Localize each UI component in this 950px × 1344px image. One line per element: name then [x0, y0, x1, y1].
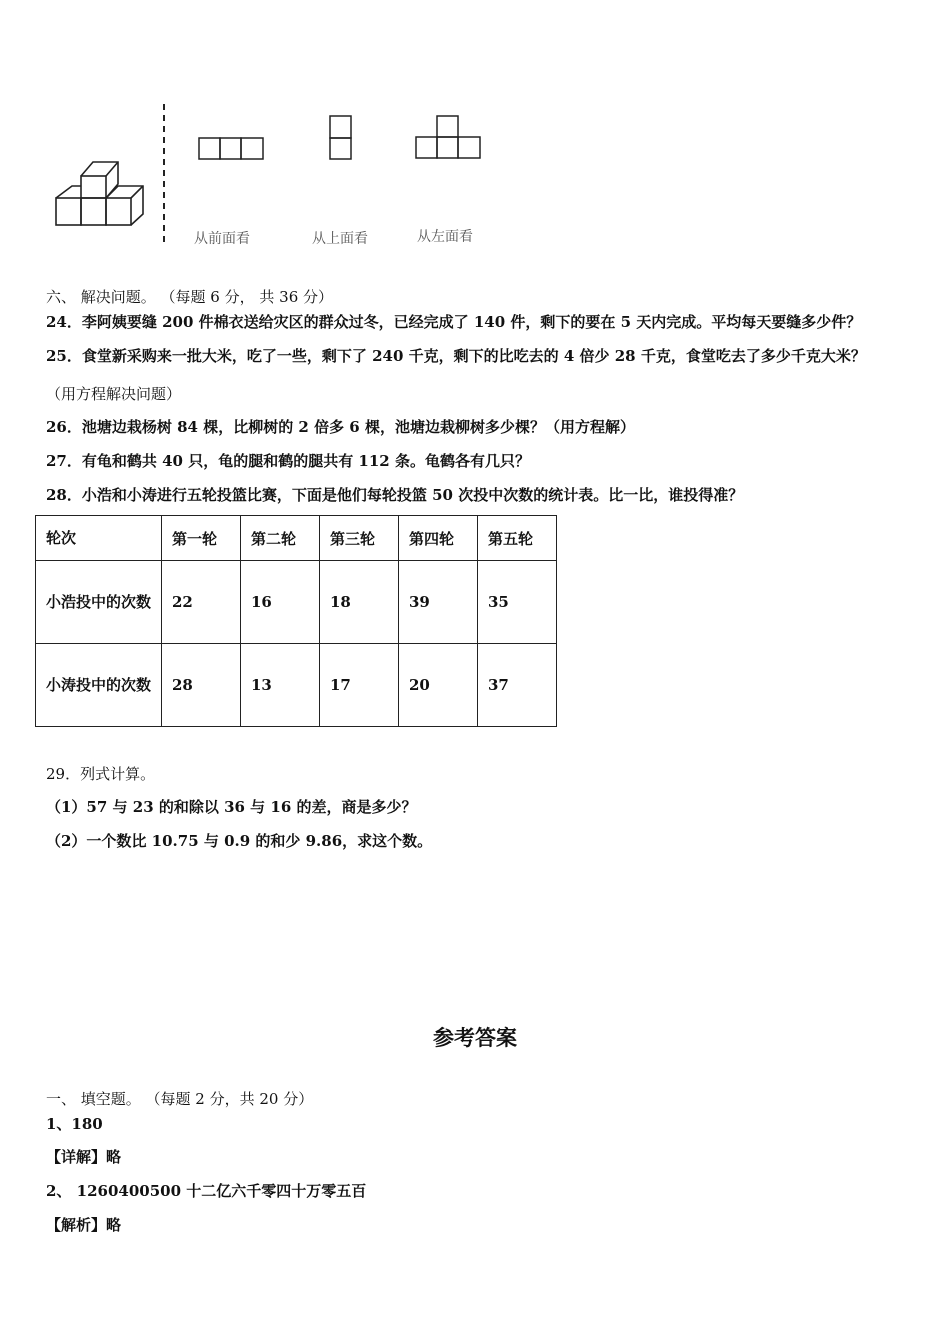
table-cell: 37	[478, 644, 557, 727]
three-views-figure	[50, 100, 500, 260]
table-cell: 28	[162, 644, 241, 727]
table-header-cell: 第二轮	[241, 516, 320, 561]
table-cell: 22	[162, 561, 241, 644]
answer-2-detail: 【解析】略	[46, 1216, 122, 1234]
table-cell: 35	[478, 561, 557, 644]
answer-1-detail: 【详解】略	[46, 1148, 122, 1166]
question-25-line1: 25．食堂新采购来一批大米，吃了一些，剩下了 240 千克，剩下的比吃去的 4 倍少 28 千克，食堂吃去了多少千克大米？	[46, 347, 866, 365]
row-label: 小涛投中的次数	[36, 644, 162, 727]
cube-front-3	[106, 198, 131, 225]
table-cell: 39	[399, 561, 478, 644]
answer-1: 1、180	[46, 1115, 103, 1133]
table-header-cell: 第五轮	[478, 516, 557, 561]
section-6-title: 六、 解决问题。 （每题 6 分， 共 36 分）	[46, 288, 334, 306]
question-27: 27．有龟和鹤共 40 只，龟的腿和鹤的腿共有 112 条。龟鹤各有几只？	[46, 452, 530, 470]
table-cell: 18	[320, 561, 399, 644]
table-row	[36, 561, 557, 644]
row-label: 小浩投中的次数	[36, 561, 162, 644]
answer-2: 2、 1260400500 十二亿六千零四十万零五百	[46, 1182, 367, 1200]
table-cell: 20	[399, 644, 478, 727]
shooting-stats-table	[35, 515, 557, 727]
table-header-cell: 第三轮	[320, 516, 399, 561]
table-header-cell: 第四轮	[399, 516, 478, 561]
table-header-cell: 第一轮	[162, 516, 241, 561]
answer-key-heading: 参考答案	[433, 1026, 517, 1050]
question-28: 28．小浩和小涛进行五轮投篮比赛，下面是他们每轮投篮 50 次投中次数的统计表。比一比，谁投得准？	[46, 486, 744, 504]
question-24: 24．李阿姨要缝 200 件棉衣送给灾区的群众过冬，已经完成了 140 件，剩下的要在 5 天内完成。平均每天要缝多少件？	[46, 313, 862, 331]
question-25-line2: （用方程解决问题）	[46, 385, 182, 403]
caption-front-view: 从前面看	[194, 231, 250, 247]
table-row	[36, 644, 557, 727]
table-header-row	[36, 516, 557, 561]
caption-left-view: 从左面看	[417, 229, 473, 245]
question-29-part2: （2）一个数比 10.75 与 0.9 的和少 9.86，求这个数。	[46, 832, 433, 850]
question-29-title: 29．列式计算。	[46, 765, 156, 783]
caption-top-view: 从上面看	[312, 231, 368, 247]
cube-front-2	[81, 198, 106, 225]
question-29-part1: （1）57 与 23 的和除以 36 与 16 的差，商是多少？	[46, 798, 417, 816]
table-cell: 17	[320, 644, 399, 727]
table-cell: 13	[241, 644, 320, 727]
cube-front-1	[56, 198, 81, 225]
answers-section-1-title: 一、 填空题。 （每题 2 分，共 20 分）	[46, 1090, 314, 1108]
table-header-cell: 轮次	[36, 516, 162, 561]
table-cell: 16	[241, 561, 320, 644]
cube-top-front	[81, 176, 106, 198]
question-26: 26．池塘边栽杨树 84 棵，比柳树的 2 倍多 6 棵，池塘边栽柳树多少棵？（用方程解）	[46, 418, 635, 436]
